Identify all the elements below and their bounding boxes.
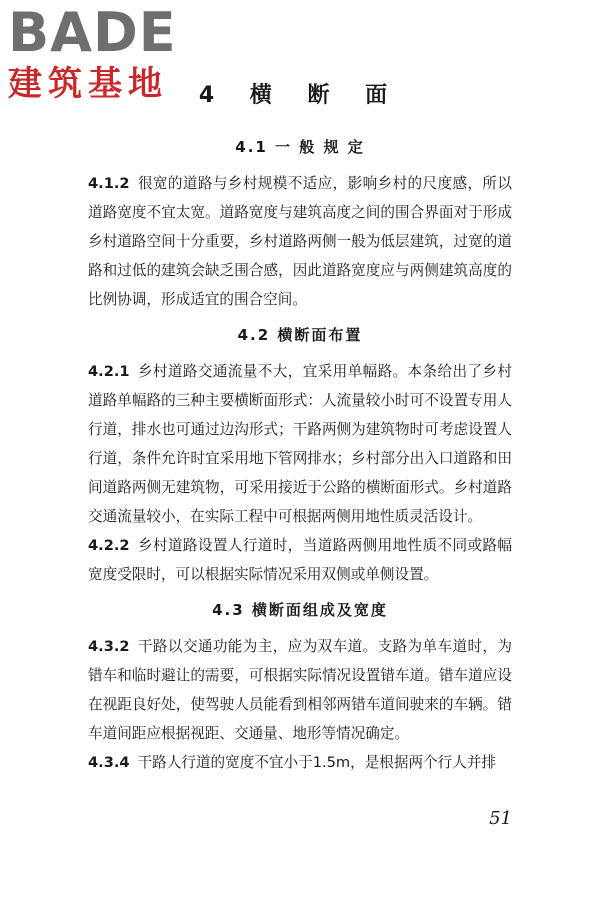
paragraph-text: 干路人行道的宽度不宜小于1.5m，是根据两个行人并排 bbox=[137, 754, 497, 771]
paragraph bbox=[88, 169, 512, 314]
clause-number: 4.3.4 bbox=[88, 754, 130, 771]
paragraph bbox=[88, 632, 512, 748]
section-title: 4.2 横断面布置 bbox=[237, 326, 363, 344]
clause-number: 4.3.2 bbox=[88, 638, 130, 655]
document-body bbox=[88, 126, 512, 777]
paragraph-text: 乡村道路设置人行道时，当道路两侧用地性质不同或路幅宽度受限时，可以根据实际情况采用双侧或单侧设置。 bbox=[88, 537, 512, 583]
paragraph-text: 很宽的道路与乡村规模不适应，影响乡村的尺度感，所以道路宽度不宜太宽。道路宽度与建筑高度之间的围合界面对于形成乡村道路空间十分重要，乡村道路两侧一般为低层建筑，过宽的道路和过低的建筑会缺乏围合感，因此道路宽度应与两侧建筑高度的比例协调，形成适宜的围合空间。 bbox=[88, 175, 512, 308]
paragraph bbox=[88, 748, 512, 777]
logo-title: BADE bbox=[8, 1, 177, 64]
clause-number: 4.1.2 bbox=[88, 175, 130, 192]
section-title: 4.3 横断面组成及宽度 bbox=[212, 601, 388, 619]
clause-number: 4.2.2 bbox=[88, 537, 130, 554]
clause-number: 4.2.1 bbox=[88, 363, 130, 380]
paragraph bbox=[88, 357, 512, 531]
page-number: 51 bbox=[489, 808, 512, 829]
chapter-title: 4 横 断 面 bbox=[198, 83, 402, 108]
section-title: 4.1 一 般 规 定 bbox=[235, 138, 365, 156]
paragraph-text: 干路以交通功能为主，应为双车道。支路为单车道时，为错车和临时避让的需要，可根据实际情况设置错车道。错车道应设在视距良好处，使驾驶人员能看到相邻两错车道间驶来的车辆。错车道间距应根据视距、交通量、地形等情况确定。 bbox=[88, 638, 512, 742]
paragraph-text: 乡村道路交通流量不大，宜采用单幅路。本条给出了乡村道路单幅路的三种主要横断面形式：人流量较小时可不设置专用人行道，排水也可通过边沟形式；干路两侧为建筑物时可考虑设置人行道，条件允许时宜采用地下管网排水；乡村部分出入口道路和田间道路两侧无建筑物，可采用接近于公路的横断面形式。乡村道路交通流量较小，在实际工程中可根据两侧用地性质灵活设计。 bbox=[88, 363, 512, 525]
paragraph bbox=[88, 531, 512, 589]
logo-subtitle: 建筑基地 bbox=[8, 64, 168, 104]
